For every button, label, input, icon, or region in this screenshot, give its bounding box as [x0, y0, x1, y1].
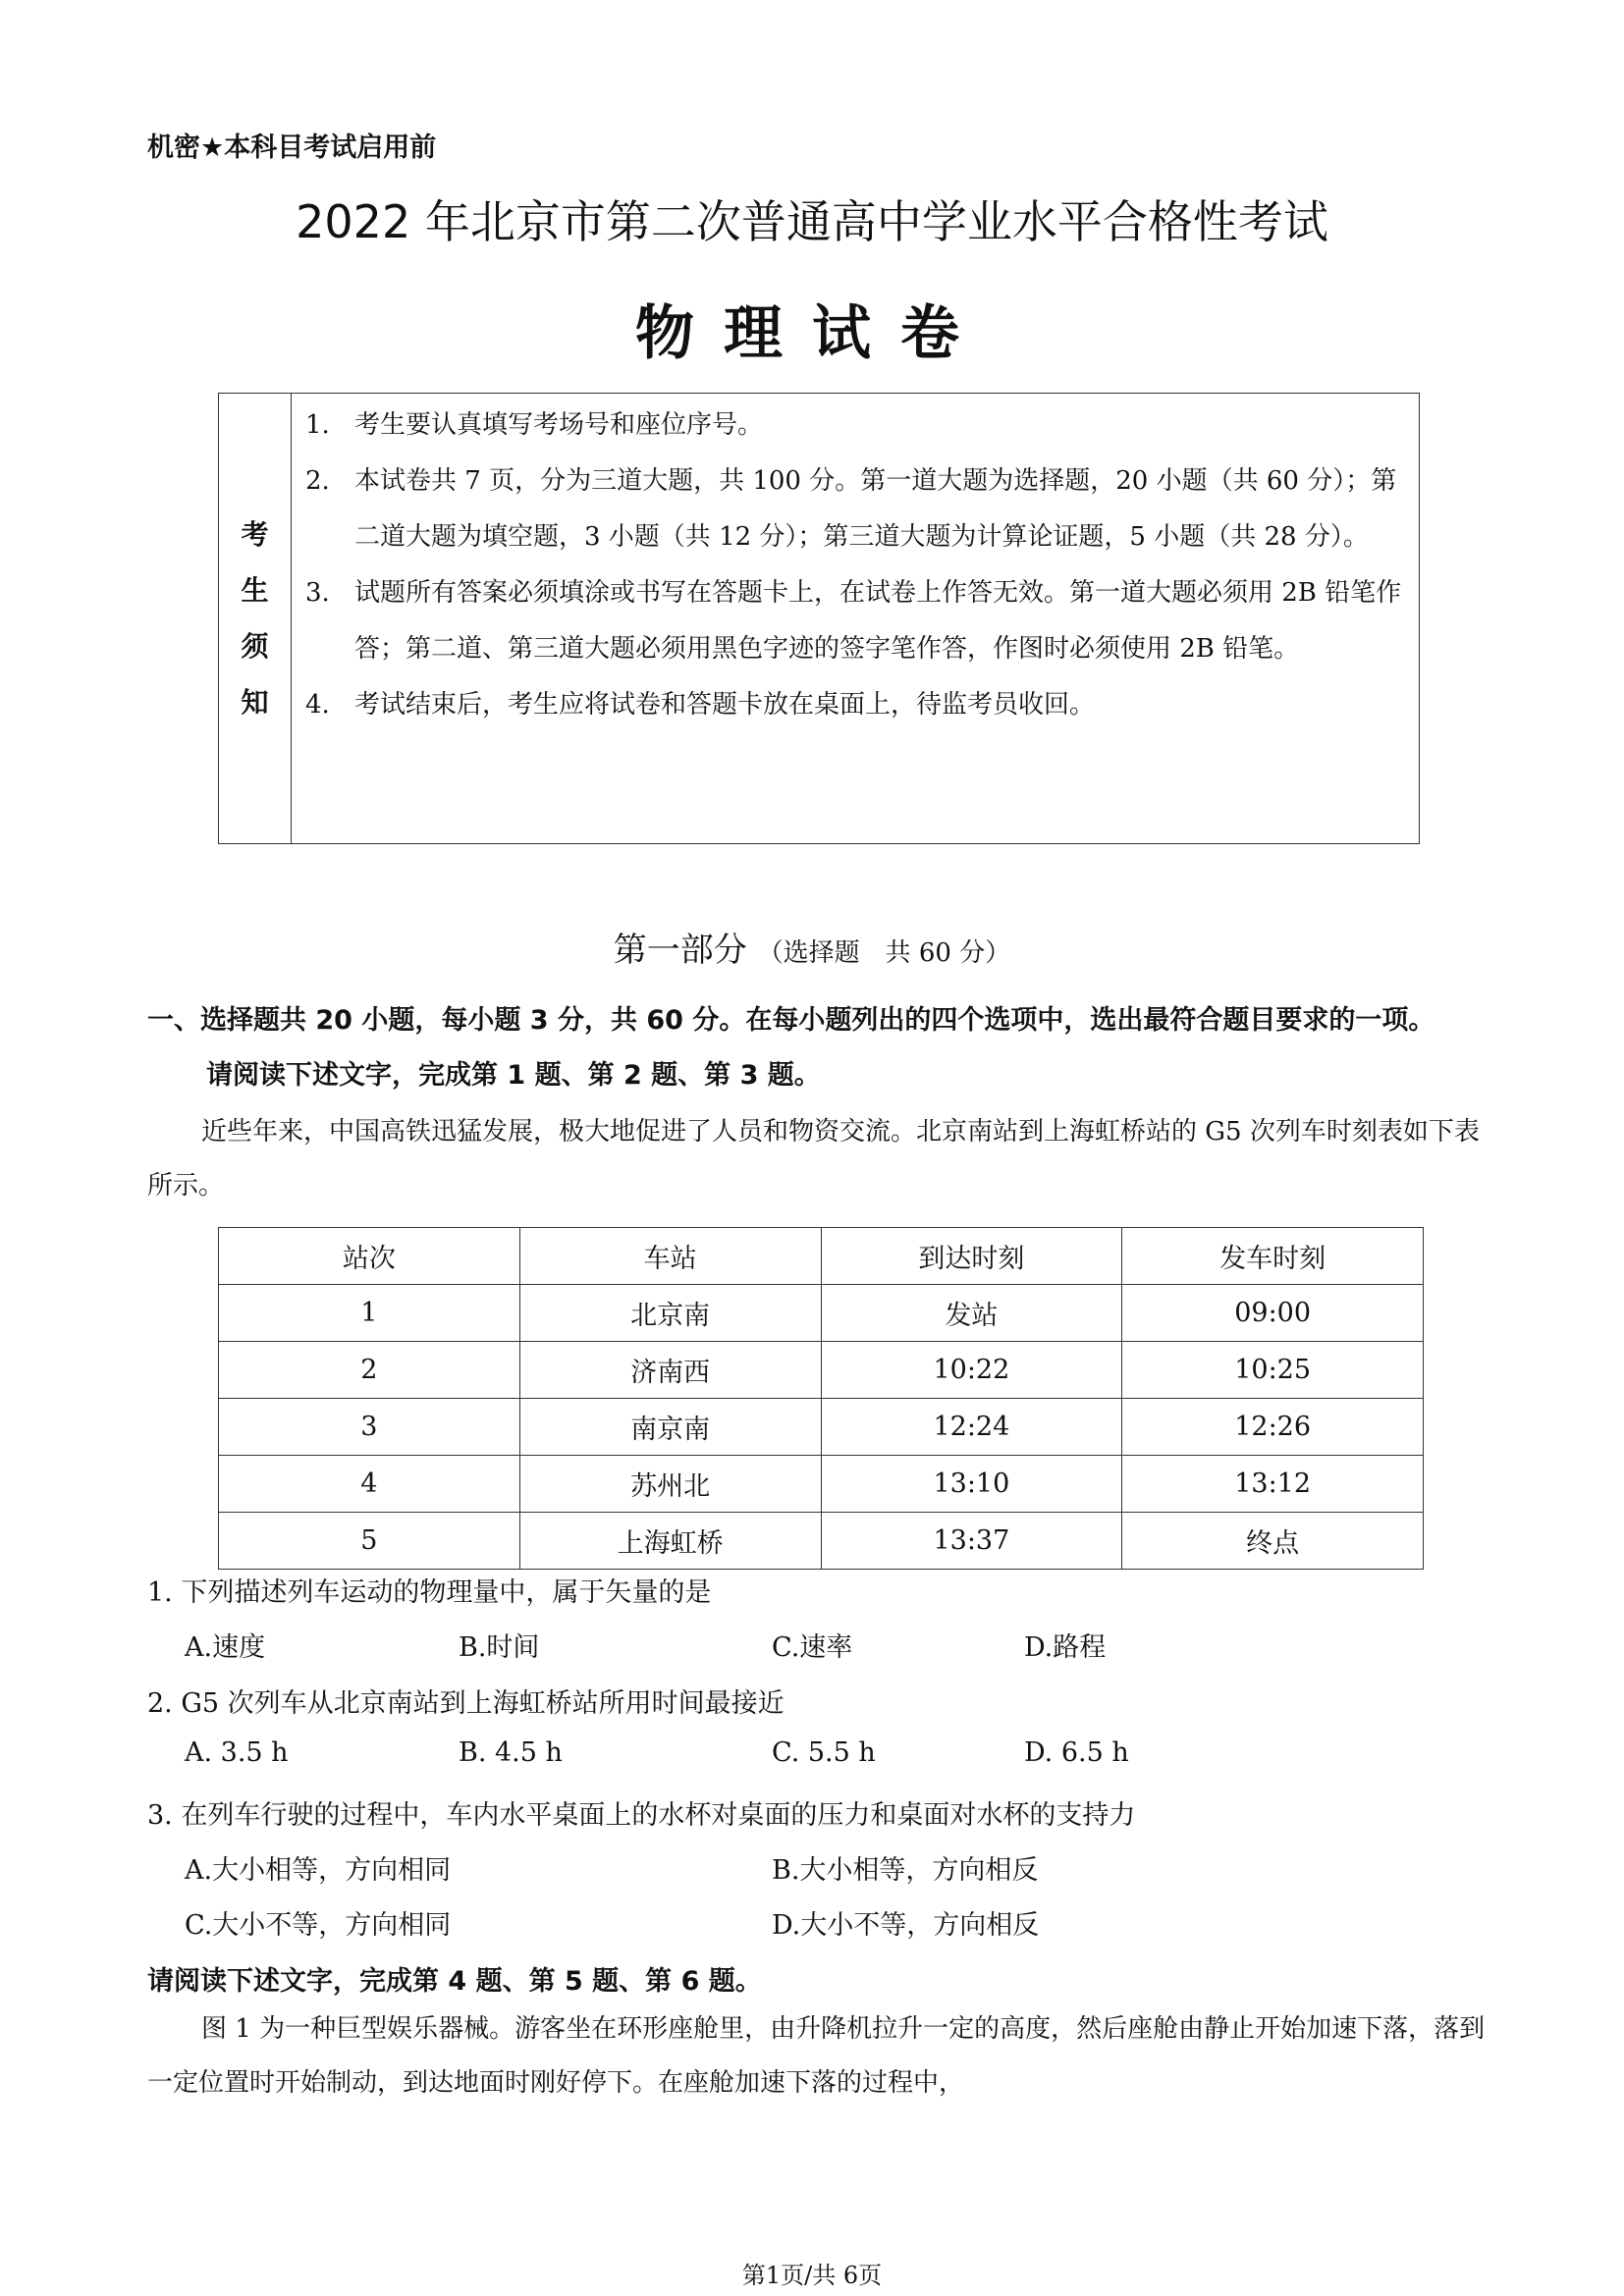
- table-cell: 3: [219, 1399, 520, 1456]
- answer-option: A.大小相等，方向相同: [185, 1855, 452, 1886]
- table-row: [219, 1456, 1424, 1513]
- table-header-row: [219, 1228, 1424, 1285]
- instruction-text: 试题所有答案必须填涂或书写在答题卡上，在试卷上作答无效。第一道大题必须用 2B 铅笔作答；第二道、第三道大题必须用黑色字迹的签字笔作答，作图时必须使用 2B 铅笔。: [354, 578, 1402, 664]
- part-title-sub: （选择题 共 60 分）: [757, 938, 1011, 968]
- table-cell: 1: [219, 1285, 520, 1342]
- instructions-label-char: 生: [241, 574, 269, 607]
- table-cell: 13:37: [821, 1513, 1122, 1570]
- table-cell: 13:12: [1122, 1456, 1424, 1513]
- table-row: [219, 1285, 1424, 1342]
- instruction-text: 考试结束后，考生应将试卷和答题卡放在桌面上，待监考员收回。: [354, 690, 1096, 720]
- exam-instructions-box: [218, 393, 1420, 844]
- subject-title: 物理试卷: [635, 299, 989, 368]
- instruction-item: [305, 677, 1409, 733]
- passage-paragraph: 图 1 为一种巨型娱乐器械。游客坐在环形座舱里，由升降机拉升一定的高度，然后座舱由静止开始加速下落，落到一定位置时开始制动，到达地面时刚好停下。在座舱加速下落的过程中，: [147, 2014, 1486, 2098]
- table-header-cell: 发车时刻: [1122, 1228, 1424, 1285]
- instruction-text: 考生要认真填写考场号和座位序号。: [354, 410, 764, 440]
- table-header-cell: 站次: [219, 1228, 520, 1285]
- instructions-list: [305, 398, 1409, 733]
- instruction-number: 1.: [305, 410, 330, 440]
- table-cell: 北京南: [519, 1285, 821, 1342]
- table-cell: 10:25: [1122, 1342, 1424, 1399]
- instructions-label-char: 知: [241, 686, 269, 719]
- instruction-number: 2.: [305, 466, 330, 496]
- instruction-number: 3.: [305, 578, 330, 608]
- part-title-main: 第一部分: [613, 931, 747, 970]
- answer-option: C.大小不等，方向相同: [185, 1910, 452, 1941]
- table-cell: 12:26: [1122, 1399, 1424, 1456]
- question-stem: 3. 在列车行驶的过程中，车内水平桌面上的水杯对桌面的压力和桌面对水杯的支持力: [147, 1800, 1136, 1831]
- instruction-item: [305, 454, 1409, 565]
- table-cell: 4: [219, 1456, 520, 1513]
- table-row: [219, 1342, 1424, 1399]
- table-cell: 5: [219, 1513, 520, 1570]
- instructions-label-char: 考: [241, 518, 269, 551]
- instruction-item: [305, 398, 1409, 454]
- table-cell: 南京南: [519, 1399, 821, 1456]
- answer-option: C.速率: [772, 1632, 853, 1663]
- instructions-label: [219, 394, 292, 843]
- answer-option: B. 4.5 h: [459, 1737, 563, 1768]
- question-stem: 2. G5 次列车从北京南站到上海虹桥站所用时间最接近: [147, 1688, 785, 1719]
- answer-option: B.大小相等，方向相反: [772, 1855, 1039, 1886]
- table-row: [219, 1399, 1424, 1456]
- table-cell: 13:10: [821, 1456, 1122, 1513]
- answer-option: D.大小不等，方向相反: [772, 1910, 1040, 1941]
- table-header-cell: 车站: [519, 1228, 821, 1285]
- table-cell: 发站: [821, 1285, 1122, 1342]
- instruction-text: 本试卷共 7 页，分为三道大题，共 100 分。第一道大题为选择题，20 小题（共 60 分）；第二道大题为填空题，3 小题（共 12 分）；第三道大题为计算论证题，5 小题（共 28 分）。: [354, 466, 1397, 552]
- page-number: 第1页/共 6页: [741, 2262, 883, 2289]
- answer-option: D. 6.5 h: [1024, 1737, 1129, 1768]
- instruction-number: 4.: [305, 690, 330, 720]
- confidential-notice: 机密★本科目考试启用前: [147, 133, 437, 163]
- table-cell: 12:24: [821, 1399, 1122, 1456]
- answer-option: A. 3.5 h: [185, 1737, 289, 1768]
- answer-option: C. 5.5 h: [772, 1737, 876, 1768]
- part-title: [0, 923, 1624, 971]
- table-cell: 10:22: [821, 1342, 1122, 1399]
- answer-option: B.时间: [459, 1632, 540, 1663]
- section-heading: 一、选择题共 20 小题，每小题 3 分，共 60 分。在每小题列出的四个选项中，选出最符合题目要求的一项。: [147, 1005, 1435, 1036]
- table-row: [219, 1513, 1424, 1570]
- exam-title: 2022 年北京市第二次普通高中学业水平合格性考试: [296, 195, 1328, 248]
- table-cell: 济南西: [519, 1342, 821, 1399]
- question-stem: 1. 下列描述列车运动的物理量中，属于矢量的是: [147, 1577, 712, 1608]
- reading-instruction: 请阅读下述文字，完成第 1 题、第 2 题、第 3 题。: [206, 1060, 821, 1091]
- answer-option: A.速度: [185, 1632, 266, 1663]
- instructions-label-char: 须: [241, 630, 269, 663]
- reading-instruction: 请阅读下述文字，完成第 4 题、第 5 题、第 6 题。: [147, 1966, 762, 1997]
- table-cell: 09:00: [1122, 1285, 1424, 1342]
- table-cell: 上海虹桥: [519, 1513, 821, 1570]
- table-cell: 2: [219, 1342, 520, 1399]
- instruction-item: [305, 565, 1409, 677]
- table-header-cell: 到达时刻: [821, 1228, 1122, 1285]
- answer-option: D.路程: [1024, 1632, 1107, 1663]
- table-cell: 终点: [1122, 1513, 1424, 1570]
- table-cell: 苏州北: [519, 1456, 821, 1513]
- train-timetable: [218, 1227, 1424, 1570]
- passage-paragraph: 近些年来，中国高铁迅猛发展，极大地促进了人员和物资交流。北京南站到上海虹桥站的 G5 次列车时刻表如下表所示。: [147, 1117, 1480, 1201]
